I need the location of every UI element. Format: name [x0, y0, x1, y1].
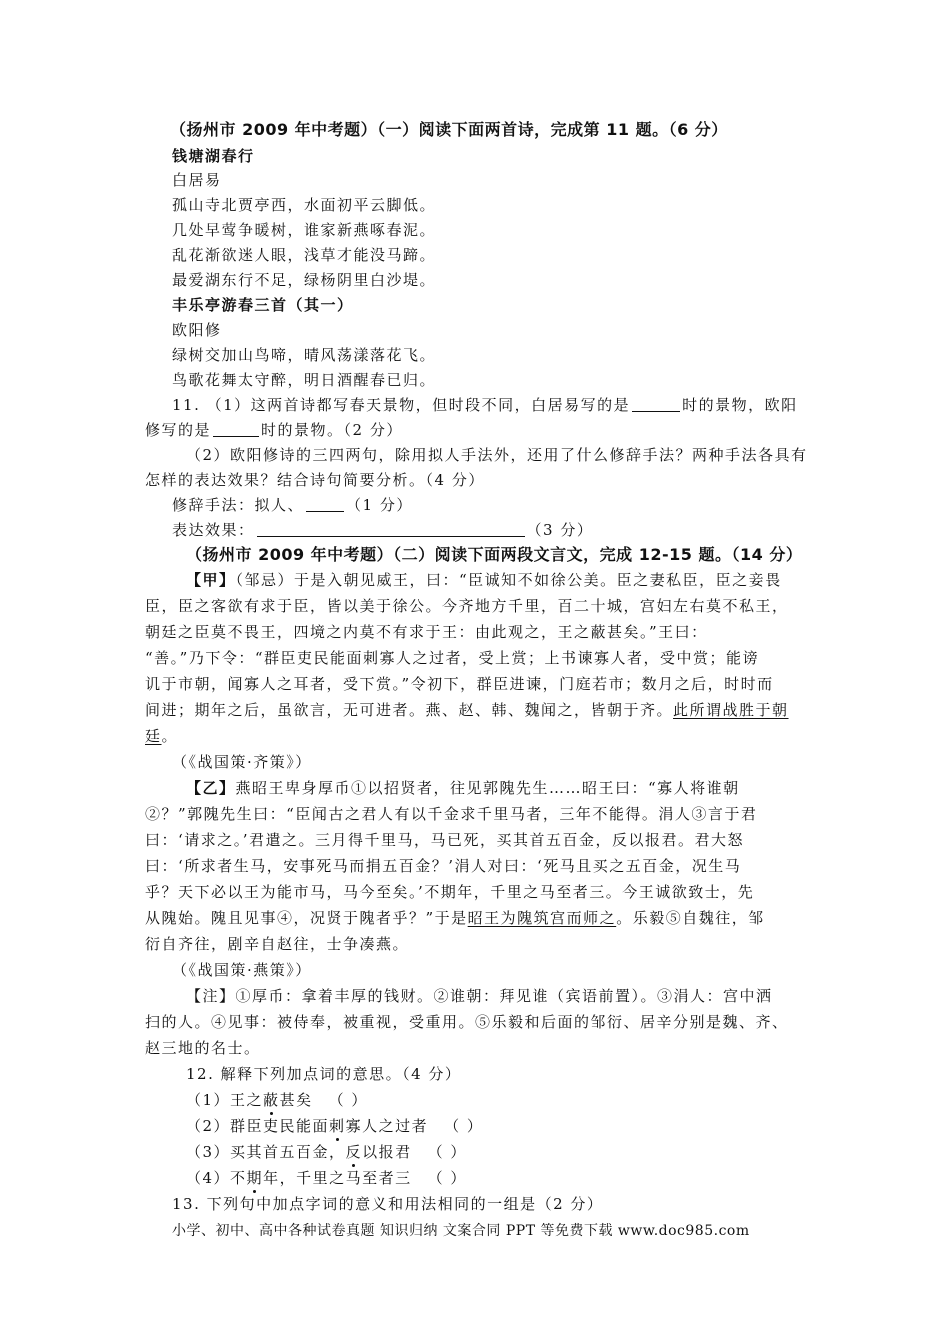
yi-line: 曰：‘所求者生马，安事死马而捐五百金？’涓人对曰：‘死马且买之五百金，况生马: [145, 857, 742, 875]
q11-part1-line2: 修写的是 时的景物。（2 分）: [145, 421, 403, 439]
underlined-sentence: 此所谓战胜于朝: [673, 701, 789, 719]
yi-line: 从隗始。隗且见事④，况贤于隗者乎？”于是昭王为隗筑宫而师之。乐毅⑤自魏往，邹: [145, 909, 765, 927]
yi-line: ②？”郭隗先生曰：“臣闻古之君人有以千金求千里马者，三年不能得。涓人③言于君: [145, 805, 758, 823]
answer-paren[interactable]: （ ）: [427, 1143, 467, 1161]
q12-item-3: （3）买其首五百金，反以报君 （ ）: [186, 1143, 467, 1161]
poem1-line: 几处早莺争暖树，谁家新燕啄春泥。: [172, 221, 437, 239]
jia-line: 廷。: [145, 727, 179, 745]
dotted-word: 刺: [329, 1117, 346, 1135]
q11-blank-1[interactable]: [632, 397, 680, 412]
notes-line: 【注】①厚币：拿着丰厚的钱财。②谁朝：拜见谁（宾语前置）。③涓人：宫中洒: [186, 987, 773, 1005]
dotted-word: 期: [246, 1169, 264, 1187]
section2-heading: （扬州市 2009 年中考题）（二）阅读下面两段文言文，完成 12-15 题。（14 分）: [186, 545, 803, 564]
jia-line: 间进；期年之后，虽欲言，无可进者。燕、赵、韩、魏闻之，皆朝于齐。此所谓战胜于朝: [145, 701, 789, 719]
yi-source: （《战国策·燕策》）: [172, 961, 312, 979]
q13-prompt: 13. 下列句中加点字词的意义和用法相同的一组是（2 分）: [172, 1195, 604, 1213]
jia-line: 讥于市朝，闻寡人之耳者，受下赏。”令初下，群臣进谏，门庭若市；数月之后，时时而: [145, 675, 774, 693]
poem1-line: 孤山寺北贾亭西，水面初平云脚低。: [172, 196, 437, 214]
notes-line: 扫的人。④见事：被侍奉，被重视，受重用。⑤乐毅和后面的邹衍、居辛分别是魏、齐、: [145, 1013, 789, 1031]
underlined-sentence: 昭王为隗筑宫而师之: [467, 909, 617, 927]
poem1-line: 乱花渐欲迷人眼，浅草才能没马蹄。: [172, 246, 437, 264]
jia-source: （《战国策·齐策》）: [172, 753, 312, 771]
poem1-line: 最爱湖东行不足，绿杨阴里白沙堤。: [172, 271, 437, 289]
poem2-title: 丰乐亭游春三首（其一）: [172, 296, 354, 314]
jia-line: 【甲】（邹忌）于是入朝见威王，曰：“臣诚知不如徐公美。臣之妻私臣，臣之妾畏: [186, 571, 782, 589]
poem2-line: 绿树交加山鸟啼，晴风荡漾落花飞。: [172, 346, 437, 364]
effect-answer-blank[interactable]: [257, 522, 525, 537]
q12-prompt: 12. 解释下列加点词的意思。（4 分）: [186, 1065, 462, 1083]
dotted-word: 反: [345, 1143, 363, 1161]
jia-line: 朝廷之臣莫不畏王，四境之内莫不有求于王：由此观之，王之蔽甚矣。”王曰：: [145, 623, 708, 641]
section1-heading: （扬州市 2009 年中考题）（一）阅读下面两首诗，完成第 11 题。（6 分）: [170, 120, 728, 139]
yi-line: 【乙】燕昭王卑身厚币①以招贤者，往见郭隗先生……昭王曰：“寡人将谁朝: [186, 779, 740, 797]
yi-line: 乎？天下必以王为能市马，马今至矣。’不期年，千里之马至者三。今王诚欲致士，先: [145, 883, 755, 901]
poem2-line: 鸟歌花舞太守醉，明日酒醒春已归。: [172, 371, 437, 389]
yi-line: 衍自齐往，剧辛自赵往，士争凑燕。: [145, 935, 410, 953]
dotted-word: 蔽: [263, 1091, 280, 1109]
underlined-sentence-end: 廷: [145, 727, 162, 745]
jia-line: “善。”乃下令：“群臣吏民能面刺寡人之过者，受上赏；上书谏寡人者，受中赏；能谤: [145, 649, 760, 667]
poem2-author: 欧阳修: [172, 321, 222, 339]
jia-line: 臣，臣之客欲有求于臣，皆以美于徐公。今齐地方千里，百二十城，宫妇左右莫不私王，: [145, 597, 789, 615]
answer-paren[interactable]: （ ）: [328, 1091, 368, 1109]
q12-item-4: （4）不期年，千里之马至者三 （ ）: [186, 1169, 467, 1187]
q11-part2-line2: 怎样的表达效果？结合诗句简要分析。（4 分）: [145, 471, 485, 489]
q11-part2-line1: （2）欧阳修诗的三四两句，除用拟人手法外，还用了什么修辞手法？两种手法各具有: [186, 446, 808, 464]
answer-paren[interactable]: （ ）: [427, 1169, 467, 1187]
q12-item-1: （1）王之蔽甚矣 （ ）: [186, 1091, 368, 1109]
q11-part1-line1: 11. （1）这两首诗都写春天景物，但时段不同，白居易写的是 时的景物，欧阳: [172, 396, 798, 414]
q12-item-2: （2）群臣吏民能面刺寡人之过者 （ ）: [186, 1117, 484, 1135]
q11-blank-2[interactable]: [213, 422, 259, 437]
q11-effect-line: 表达效果： （3 分）: [172, 521, 594, 539]
rhetoric-answer-blank[interactable]: [306, 497, 344, 512]
yi-line: 曰：‘请求之。’君遣之。三月得千里马，马已死，买其首五百金，反以报君。君大怒: [145, 831, 745, 849]
page-footer: 小学、初中、高中各种试卷真题 知识归纳 文案合同 PPT 等免费下载 www.doc985.com: [172, 1223, 750, 1239]
q11-rhetoric-line: 修辞手法：拟人、 （1 分）: [172, 496, 413, 514]
notes-line: 赵三地的名士。: [145, 1039, 261, 1057]
poem1-author: 白居易: [172, 171, 222, 189]
poem1-title: 钱塘湖春行: [172, 147, 255, 165]
answer-paren[interactable]: （ ）: [444, 1117, 484, 1135]
